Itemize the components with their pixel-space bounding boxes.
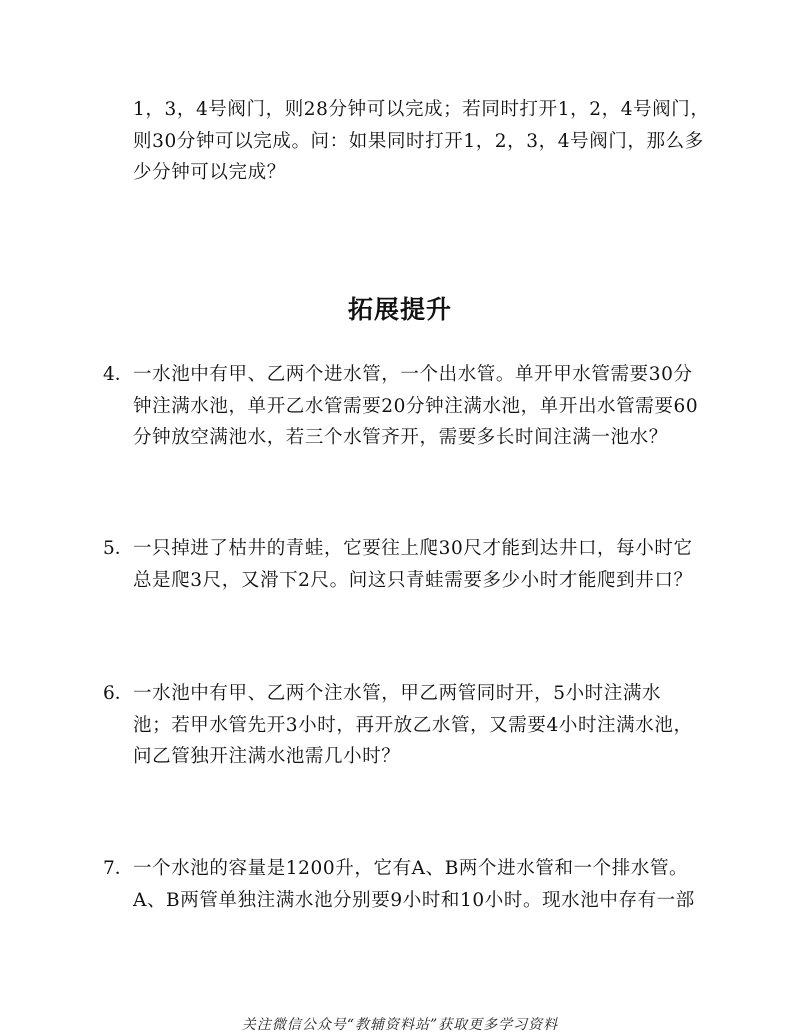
problem-number: 4． bbox=[103, 364, 134, 385]
problem-number: 5． bbox=[103, 538, 134, 559]
problem-line: 一个水池的容量是1200升，它有A、B两个进水管和一个排水管。 bbox=[133, 858, 689, 879]
problem-line: 一水池中有甲、乙两个注水管，甲乙两管同时开，5小时注满水 bbox=[133, 683, 662, 704]
problem-number: 6． bbox=[103, 683, 134, 704]
continuation-line-2: 则30分钟可以完成。问：如果同时打开1，2，3，4号阀门，那么多 bbox=[133, 131, 704, 152]
problem-line: 分钟放空满池水，若三个水管齐开，需要多长时间注满一池水？ bbox=[133, 427, 668, 448]
footer-promo: 关注微信公众号“教辅资料站”获取更多学习资料 bbox=[241, 1017, 559, 1033]
problem-number: 7． bbox=[103, 858, 134, 879]
problem-line: A、B两管单独注满水池分别要9小时和10小时。现水池中存有一部 bbox=[133, 890, 695, 911]
problem-line: 问乙管独开注满水池需几小时？ bbox=[133, 746, 401, 767]
continuation-line-3: 少分钟可以完成？ bbox=[133, 162, 286, 183]
problem-line: 一只掉进了枯井的青蛙，它要往上爬30尺才能到达井口，每小时它 bbox=[133, 538, 693, 559]
problem-line: 总是爬3尺，又滑下2尺。问这只青蛙需要多少小时才能爬到井口？ bbox=[133, 570, 693, 591]
problem-line: 一水池中有甲、乙两个进水管，一个出水管。单开甲水管需要30分 bbox=[133, 364, 693, 385]
problem-line: 池；若甲水管先开3小时，再开放乙水管，又需要4小时注满水池， bbox=[133, 715, 693, 736]
section-title: 拓展提升 bbox=[347, 295, 452, 324]
continuation-line-1: 1，3，4号阀门，则28分钟可以完成；若同时打开1，2，4号阀门， bbox=[133, 99, 710, 120]
problem-line: 钟注满水池，单开乙水管需要20分钟注满水池，单开出水管需要60 bbox=[133, 396, 699, 417]
